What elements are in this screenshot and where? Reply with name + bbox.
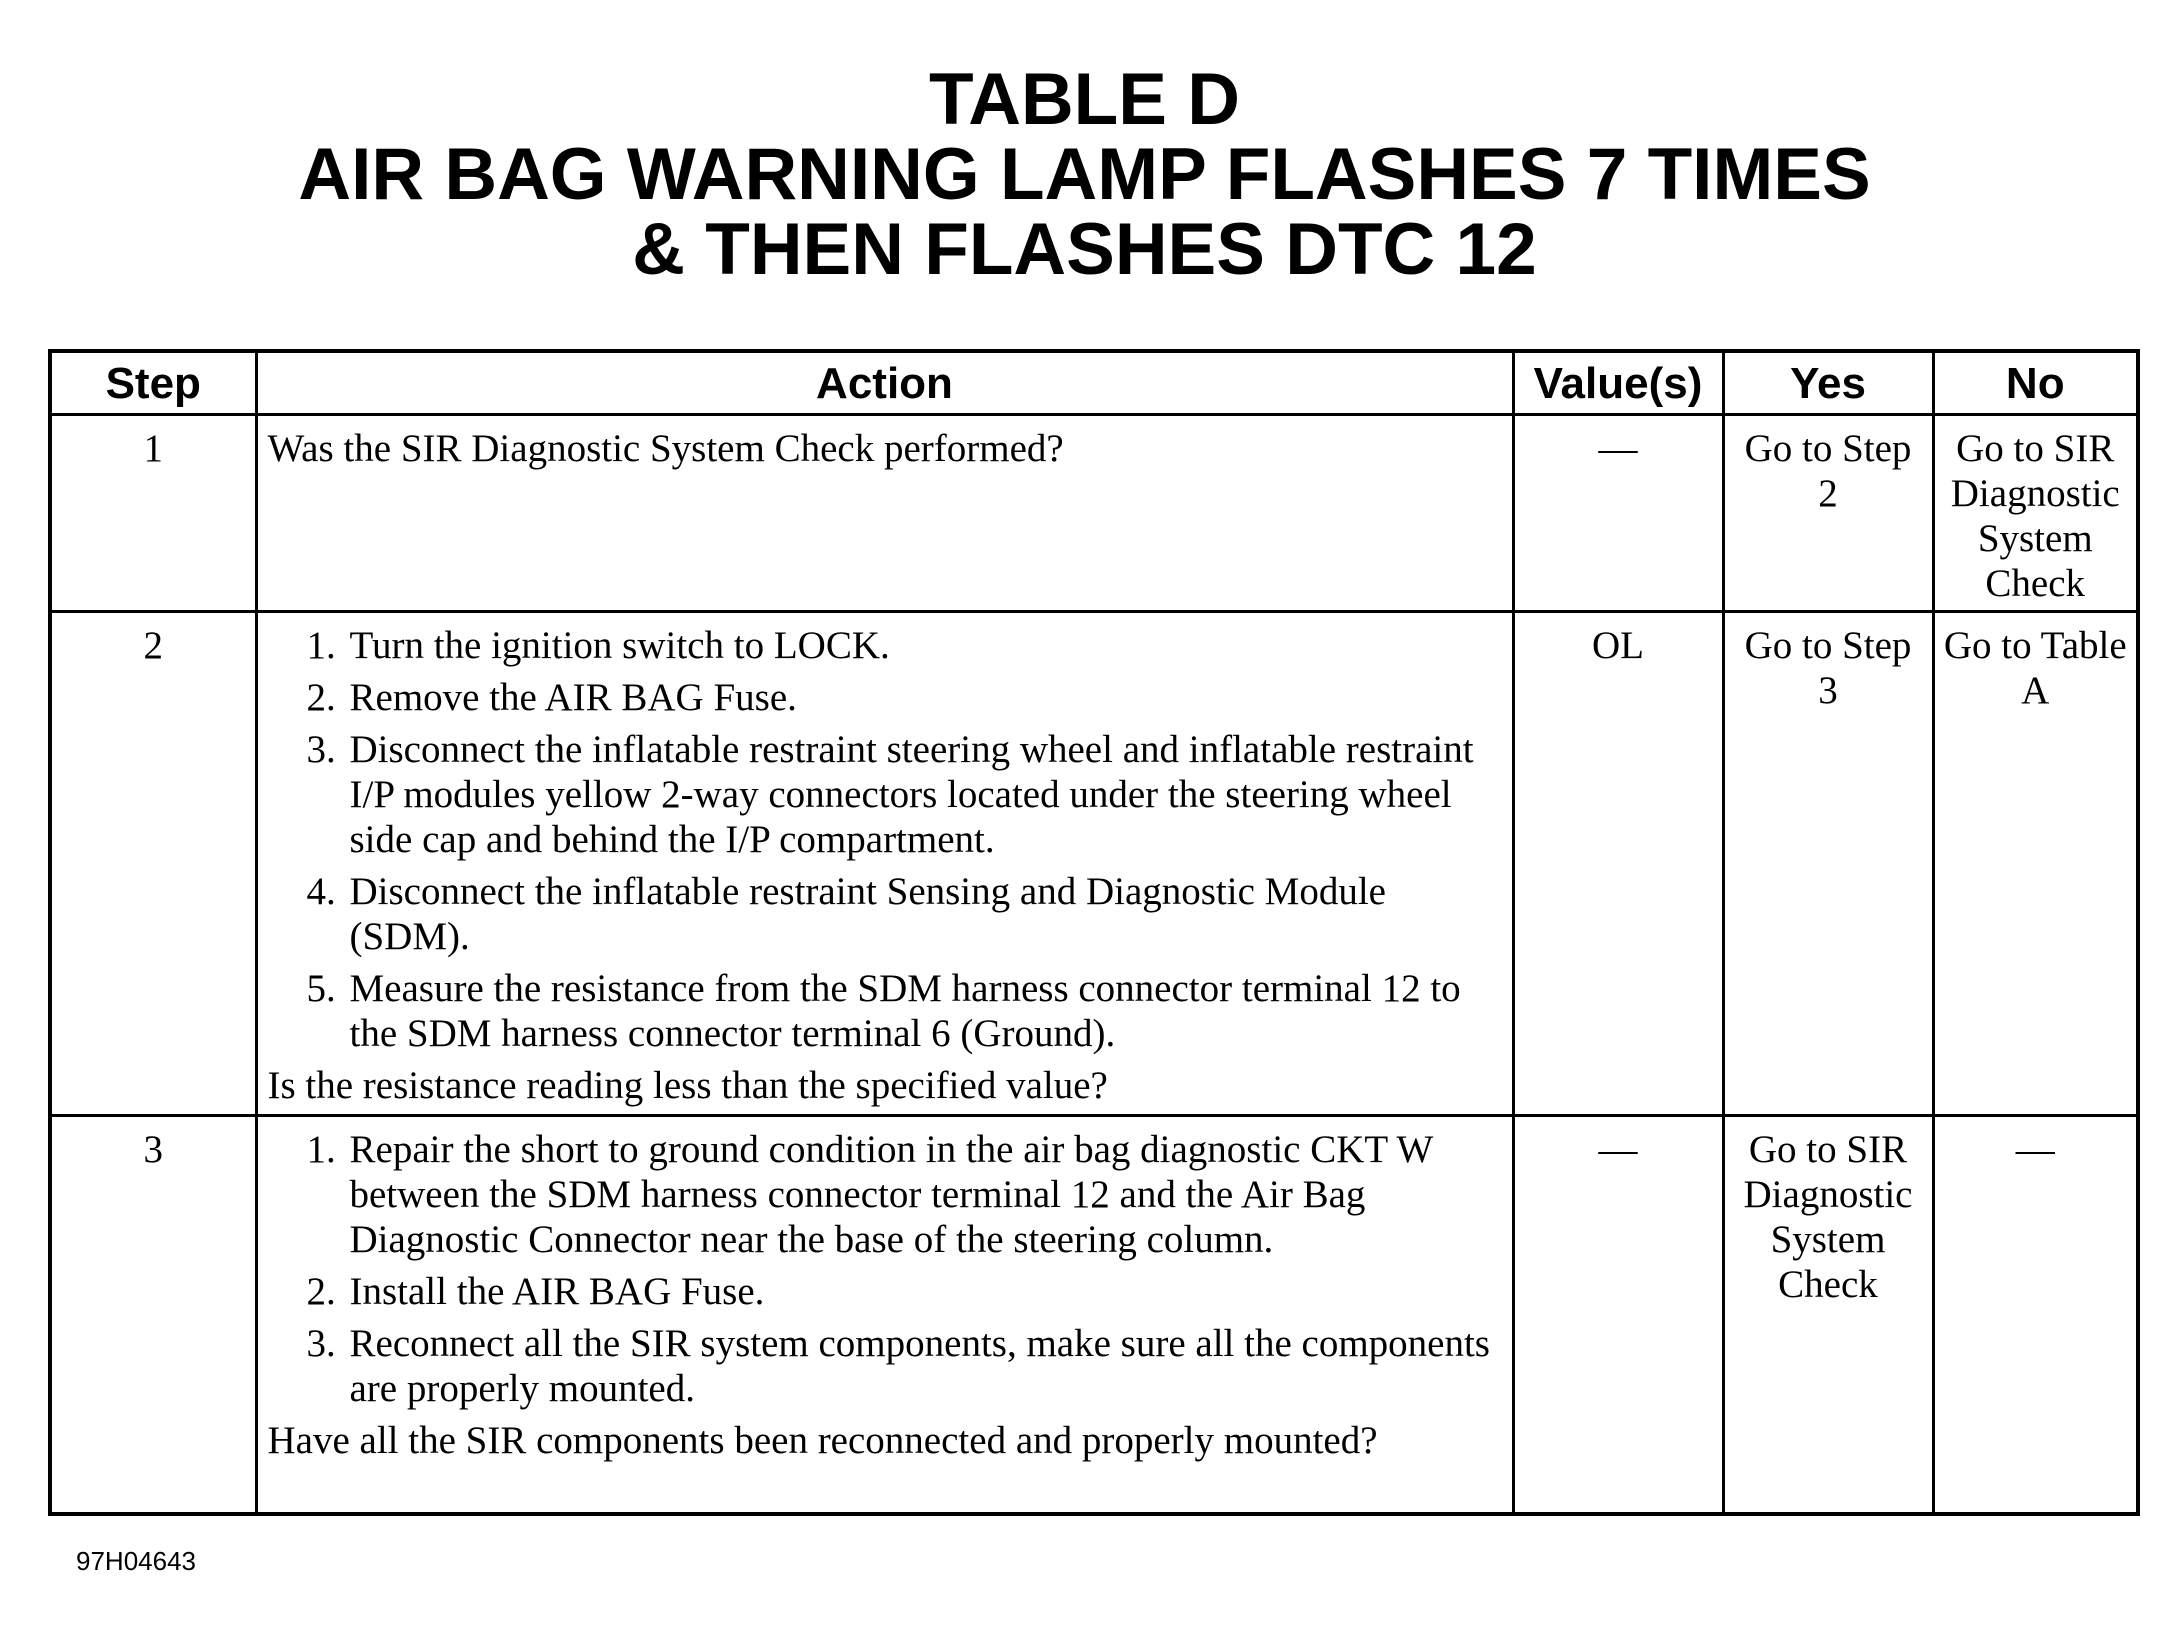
header-no: No: [1933, 351, 2138, 415]
action-question: Have all the SIR components been reconnected and properly mounted?: [267, 1419, 1378, 1462]
no-cell: Go to Table A: [1933, 612, 2138, 1116]
header-values: Value(s): [1513, 351, 1723, 415]
title-line-1: TABLE D: [929, 59, 1240, 140]
table-row: [50, 415, 2138, 612]
yes-cell: Go to SIR Diagnostic System Check: [1723, 1116, 1933, 1514]
table-row: [50, 1116, 2138, 1514]
header-yes: Yes: [1723, 351, 1933, 415]
title-line-2: AIR BAG WARNING LAMP FLASHES 7 TIMES: [298, 134, 1871, 215]
substep: 2. Install the AIR BAG Fuse.: [346, 1269, 1492, 1314]
header-action: Action: [256, 351, 1513, 415]
figure-id: 97H04643: [76, 1546, 196, 1576]
substep: 5. Measure the resistance from the SDM harness connector terminal 12 to the SDM harness connector terminal 6 (Ground).: [346, 966, 1492, 1056]
substep: 1. Turn the ignition switch to LOCK.: [346, 623, 1492, 668]
table-header-row: [50, 351, 2138, 415]
action-cell: [256, 415, 1513, 612]
header-step: Step: [50, 351, 256, 415]
substep: 4. Disconnect the inflatable restraint Sensing and Diagnostic Module (SDM).: [346, 869, 1492, 959]
substep: 1. Repair the short to ground condition in the air bag diagnostic CKT W between the SDM harness connector terminal 12 and the Air Bag Diagnostic Connector near the base of the steering column.: [346, 1127, 1492, 1262]
yes-cell: Go to Step 2: [1723, 415, 1933, 612]
value-cell: —: [1513, 415, 1723, 612]
substep: 3. Disconnect the inflatable restraint steering wheel and inflatable restraint I/P modules yellow 2-way connectors located under the steering wheel side cap and behind the I/P compartment.: [346, 727, 1492, 862]
page-title: [0, 59, 2169, 290]
step-number: 2: [50, 612, 256, 1116]
title-line-3: & THEN FLASHES DTC 12: [632, 209, 1537, 290]
substep-list: [268, 623, 1492, 1056]
table-row: [50, 612, 2138, 1116]
value-cell: —: [1513, 1116, 1723, 1514]
step-number: 3: [50, 1116, 256, 1514]
diagnostic-table: [48, 349, 2140, 1516]
action-question: Is the resistance reading less than the specified value?: [267, 1064, 1108, 1107]
substep-list: [268, 1127, 1492, 1411]
substep: 2. Remove the AIR BAG Fuse.: [346, 675, 1492, 720]
yes-cell: Go to Step 3: [1723, 612, 1933, 1116]
action-cell: [256, 1116, 1513, 1514]
action-cell: [256, 612, 1513, 1116]
action-question: Was the SIR Diagnostic System Check performed?: [267, 427, 1064, 470]
substep: 3. Reconnect all the SIR system components, make sure all the components are properly mounted.: [346, 1321, 1492, 1411]
no-cell: —: [1933, 1116, 2138, 1514]
no-cell: Go to SIR Diagnostic System Check: [1933, 415, 2138, 612]
value-cell: OL: [1513, 612, 1723, 1116]
step-number: 1: [50, 415, 256, 612]
